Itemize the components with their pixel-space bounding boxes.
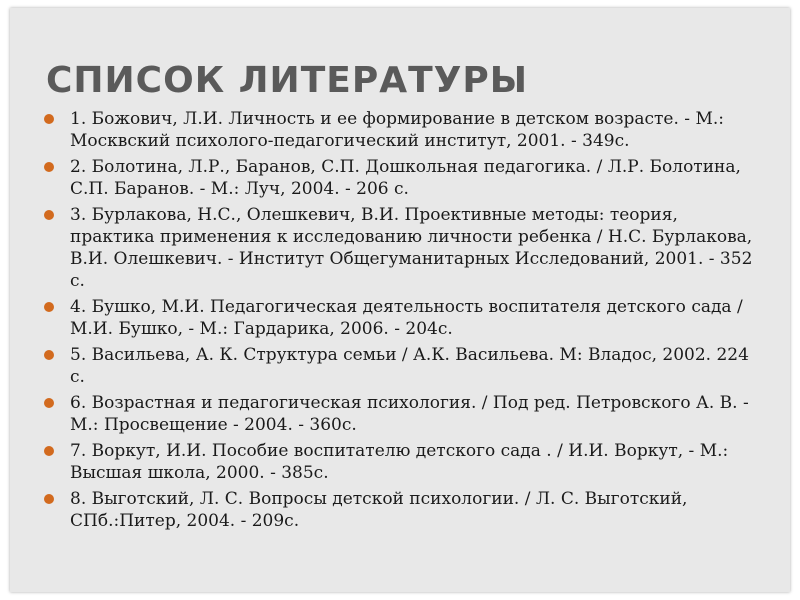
reference-item (44, 392, 764, 436)
reference-text: 1. Божович, Л.И. Личность и ее формирование в детском возрасте. - М.: Москвский психолого-педагогический институт, 2001. - 349с. (70, 109, 724, 151)
reference-text: 6. Возрастная и педагогическая психология. / Под ред. Петровского А. В. - М.: Просвещение - 2004. - 360с. (70, 393, 749, 435)
reference-item (44, 108, 764, 152)
reference-text: 7. Воркут, И.И. Пособие воспитателю детского сада . / И.И. Воркут, - М.: Высшая школа, 2000. - 385с. (70, 441, 729, 483)
bullet-dot-icon (44, 302, 54, 312)
reference-item (44, 344, 764, 388)
reference-item (44, 488, 764, 532)
reference-item (44, 204, 764, 292)
bullet-dot-icon (44, 350, 54, 360)
slide (10, 8, 790, 592)
reference-text: 5. Васильева, А. К. Структура семьи / А.К. Васильева. М: Владос, 2002. 224 с. (70, 345, 749, 387)
reference-text: 3. Бурлакова, Н.С., Олешкевич, В.И. Проективные методы: теория, практика применения к исследованию личности ребенка / Н.С. Бурлакова, В.И. Олешкевич. - Институт Общегуманитарных Исследований, 2001. - 352 с. (70, 205, 753, 291)
reference-item (44, 296, 764, 340)
slide-title: СПИСОК ЛИТЕРАТУРЫ (46, 60, 529, 101)
bullet-dot-icon (44, 446, 54, 456)
bullet-dot-icon (44, 210, 54, 220)
reference-item (44, 156, 764, 200)
bullet-dot-icon (44, 162, 54, 172)
reference-text: 8. Выготский, Л. С. Вопросы детской психологии. / Л. С. Выготский, СПб.:Питер, 2004. - 209с. (70, 489, 688, 531)
bullet-dot-icon (44, 114, 54, 124)
bullet-dot-icon (44, 494, 54, 504)
bullet-dot-icon (44, 398, 54, 408)
reference-text: 2. Болотина, Л.Р., Баранов, С.П. Дошкольная педагогика. / Л.Р. Болотина, С.П. Баранов. - М.: Луч, 2004. - 206 с. (70, 157, 741, 199)
reference-list (44, 108, 764, 536)
reference-item (44, 440, 764, 484)
reference-text: 4. Бушко, М.И. Педагогическая деятельность воспитателя детского сада / М.И. Бушко, - М.: Гардарика, 2006. - 204с. (70, 297, 743, 339)
